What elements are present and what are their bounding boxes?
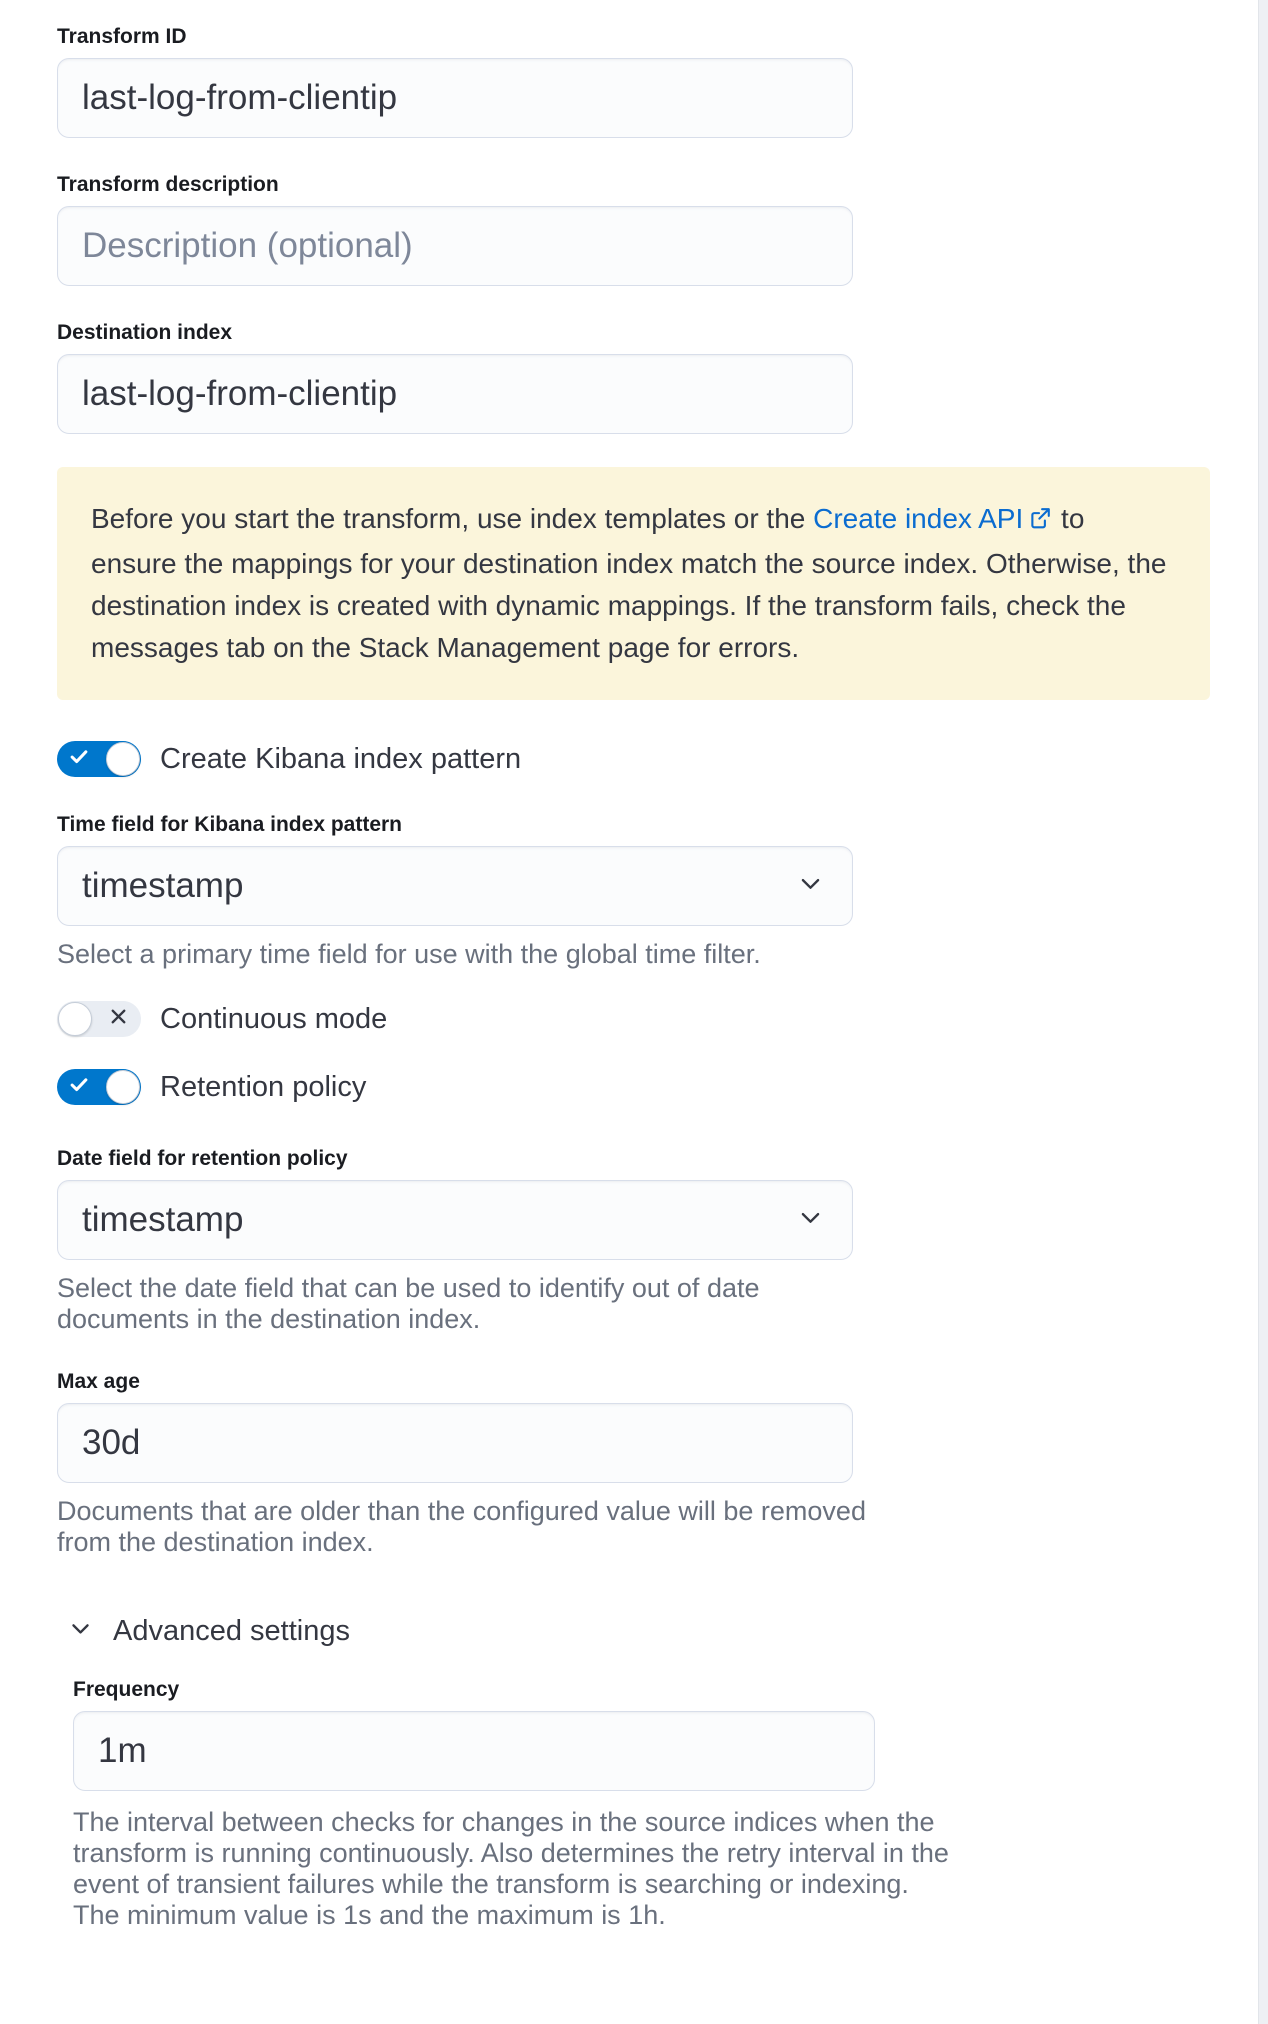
max-age-label: Max age bbox=[57, 1370, 140, 1393]
max-age-input[interactable] bbox=[57, 1403, 853, 1483]
create-index-pattern-row bbox=[57, 740, 1268, 778]
retention-date-field-label: Date field for retention policy bbox=[57, 1147, 348, 1170]
max-age-help: Documents that are older than the configured value will be removed from the destination index. bbox=[57, 1496, 866, 1557]
create-index-pattern-toggle[interactable] bbox=[57, 741, 141, 777]
time-field-select[interactable] bbox=[57, 846, 853, 926]
time-field-label: Time field for Kibana index pattern bbox=[57, 813, 403, 836]
destination-index-input[interactable] bbox=[57, 354, 853, 434]
destination-index-label: Destination index bbox=[57, 321, 233, 344]
retention-date-field-help: Select the date field that can be used to identify out of date documents in the destination index. bbox=[57, 1273, 760, 1334]
time-field-value: timestamp bbox=[82, 866, 244, 905]
destination-index-warning-callout bbox=[57, 467, 1210, 700]
advanced-settings-title: Advanced settings bbox=[113, 1615, 350, 1647]
continuous-mode-label: Continuous mode bbox=[160, 1003, 388, 1035]
create-index-api-link[interactable]: Create index API bbox=[813, 503, 1024, 534]
callout-text-after-link: to ensure the mappings for your destination index match the source index. Otherwise, the destination index is created with dynamic mappings. If the transform fails, check the messages tab on the Stack Management page for errors. bbox=[91, 503, 1167, 663]
transform-id-label: Transform ID bbox=[57, 25, 187, 48]
transform-id-input[interactable] bbox=[57, 58, 853, 138]
toggle-knob bbox=[106, 742, 140, 776]
continuous-mode-row bbox=[57, 1000, 1268, 1038]
vertical-scrollbar[interactable] bbox=[1258, 0, 1268, 2024]
retention-policy-toggle[interactable] bbox=[57, 1069, 141, 1105]
toggle-knob bbox=[58, 1002, 92, 1036]
frequency-help: The interval between checks for changes in the source indices when the transform is running continuously. Also determines the retry interval in the event of transient failures while the transform is searching or indexing. The minimum value is 1s and the maximum is 1h. bbox=[73, 1807, 949, 1930]
transform-description-label: Transform description bbox=[57, 173, 279, 196]
continuous-mode-toggle[interactable] bbox=[57, 1001, 141, 1037]
callout-text-before-link: Before you start the transform, use index templates or the bbox=[91, 503, 814, 534]
cross-icon bbox=[107, 1005, 130, 1033]
chevron-down-icon bbox=[797, 1200, 824, 1240]
retention-policy-label: Retention policy bbox=[160, 1071, 367, 1103]
toggle-knob bbox=[106, 1070, 140, 1104]
frequency-label: Frequency bbox=[73, 1678, 180, 1701]
check-icon bbox=[68, 1074, 90, 1101]
check-icon bbox=[68, 746, 90, 773]
create-index-pattern-label: Create Kibana index pattern bbox=[160, 743, 522, 775]
chevron-down-icon bbox=[797, 866, 824, 906]
retention-date-field-select[interactable] bbox=[57, 1180, 853, 1260]
external-link-icon bbox=[1027, 501, 1053, 543]
time-field-help: Select a primary time field for use with the global time filter. bbox=[57, 939, 761, 969]
transform-description-input[interactable] bbox=[57, 206, 853, 286]
retention-policy-row bbox=[57, 1068, 1268, 1106]
retention-date-field-value: timestamp bbox=[82, 1200, 244, 1239]
advanced-settings-accordion[interactable] bbox=[68, 1613, 1268, 1649]
frequency-input[interactable] bbox=[73, 1711, 875, 1791]
chevron-down-icon bbox=[68, 1616, 93, 1646]
